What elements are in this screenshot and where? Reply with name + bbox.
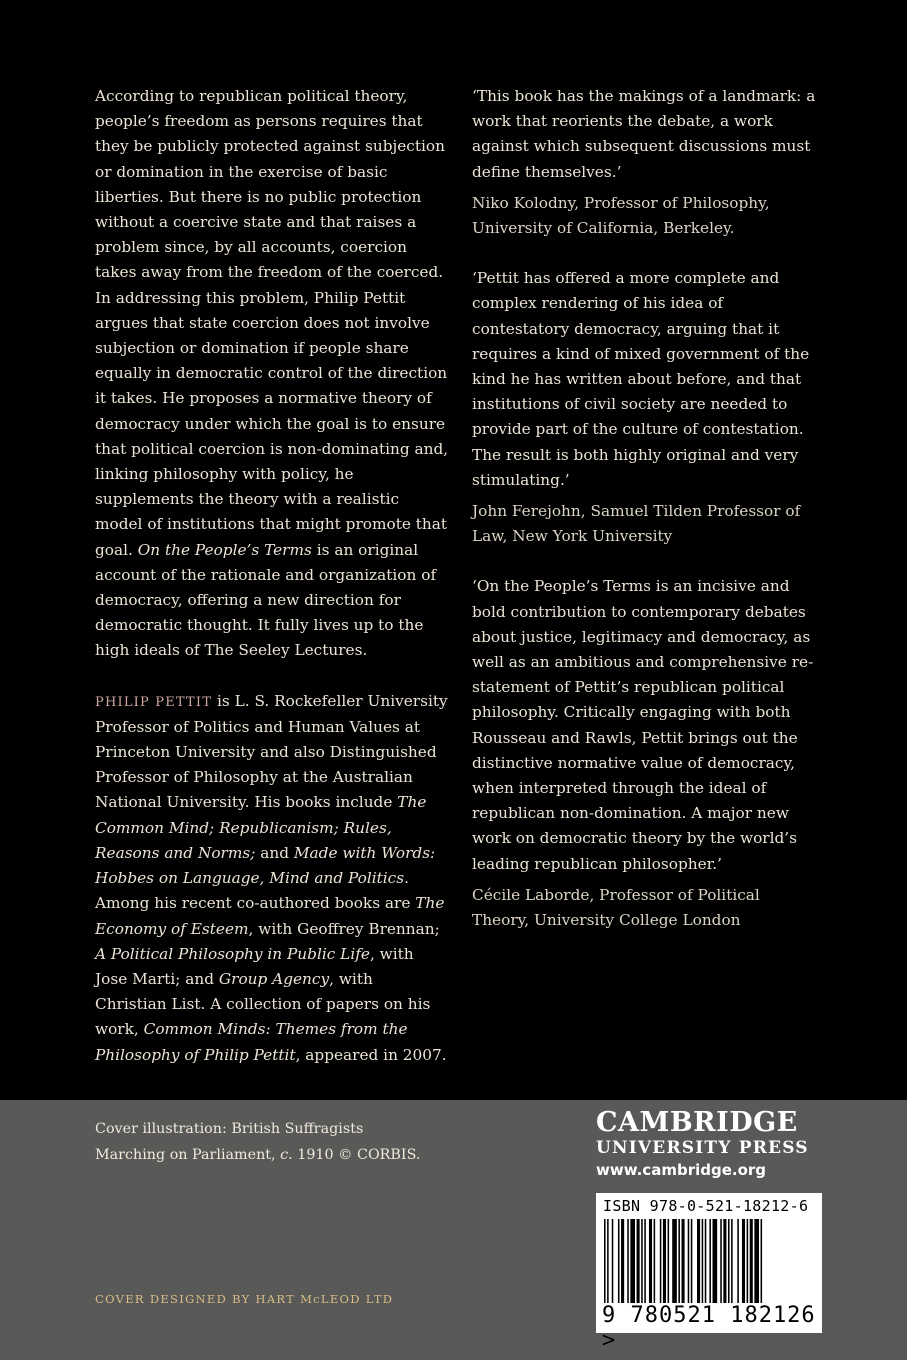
barcode-digits: 9 780521 182126 > (602, 1303, 816, 1353)
isbn-barcode (596, 1193, 822, 1353)
publisher-subtitle: UNIVERSITY PRESS (596, 1138, 809, 1158)
review-author: Niko Kolodny, Professor of Philosophy, University of California, Berkeley. (472, 193, 770, 238)
author-name: PHILIP PETTIT (95, 694, 213, 710)
publisher-url: www.cambridge.org (596, 1161, 767, 1179)
review-quote: ‘This book has the makings of a landmark: a work that reorients the debate, a work against which subsequent discussions must define themselves.’ (472, 87, 816, 181)
publisher-name: CAMBRIDGE (596, 1107, 798, 1138)
footer-band (0, 1100, 907, 1360)
book-blurb: According to republican political theory, people’s freedom as persons requires that they be publicly protected against subjection or domination in the exercise of basic liberties. But there is no public protection without a coercive state and that raises a problem since, by all accounts, coercion takes away from the freedom of the coerced. In addressing this problem, Philip Pettit argues that state coercion does not involve subjection or domination if people share equally in democratic control of the direction it takes. He proposes a normative theory of democracy under which the goal is to ensure that political coercion is non-dominating and, linking philosophy with policy, he supplements the theory with a realistic model of institutions that might promote that goal. On the People’s Terms is an original account of the rationale and organization of democracy, offering a new direction for democratic thought. It fully lives up to the high ideals of The Seeley Lectures. (95, 87, 449, 660)
back-cover-left-column (95, 84, 449, 1068)
publisher-logo (596, 1108, 824, 1179)
cover-illustration-credit: Cover illustration: British Suffragists Marching on Parliament, c. 1910 © CORBIS. (95, 1121, 421, 1163)
back-cover-right-column (472, 84, 820, 933)
review-quote: ‘Pettit has offered a more complete and complex rendering of his idea of contestatory democracy, arguing that it requires a kind of mixed government of the kind he has written about before, and that institutions of civil society are needed to provide part of the culture of contestation. The result is both highly original and very stimulating.’ (472, 269, 810, 489)
cover-designer-credit: COVER DESIGNED BY HART McLEOD LTD (95, 1292, 394, 1306)
review-author: John Ferejohn, Samuel Tilden Professor of Law, New York University (472, 502, 801, 546)
isbn-label: ISBN 978-0-521-18212-6 (603, 1197, 809, 1215)
review-author: Cécile Laborde, Professor of Political Theory, University College London (472, 885, 760, 930)
book-title: On the People’s Terms (137, 540, 312, 559)
author-bio: PHILIP PETTIT is L. S. Rockefeller University Professor of Politics and Human Values at Princeton University and also Distinguished Professor of Philosophy at the Australian National University. His books include The Common Mind; Republicanism; Rules, Reasons and Norms; and Made with Words: Hobbes on Language, Mind and Politics. Among his recent co-authored books are The Economy of Esteem, with Geoffrey Brennan; A Political Philosophy in Public Life, with Jose Marti; and Group Agency, with Christian List. A collection of papers on his work, Common Minds: Themes from the Philosophy of Philip Pettit, appeared in 2007. (95, 691, 448, 1064)
review-quote: ‘On the People’s Terms is an incisive and bold contribution to contemporary debates about justice, legitimacy and democracy, as well as an ambitious and comprehensive re-statement of Pettit’s republican political philosophy. Critically engaging with both Rousseau and Rawls, Pettit brings out the distinctive normative value of democracy, when interpreted through the ideal of republican non-domination. A major new work on democratic theory by the world’s leading republican philosopher.’ (472, 577, 814, 873)
barcode-bars (604, 1219, 814, 1303)
